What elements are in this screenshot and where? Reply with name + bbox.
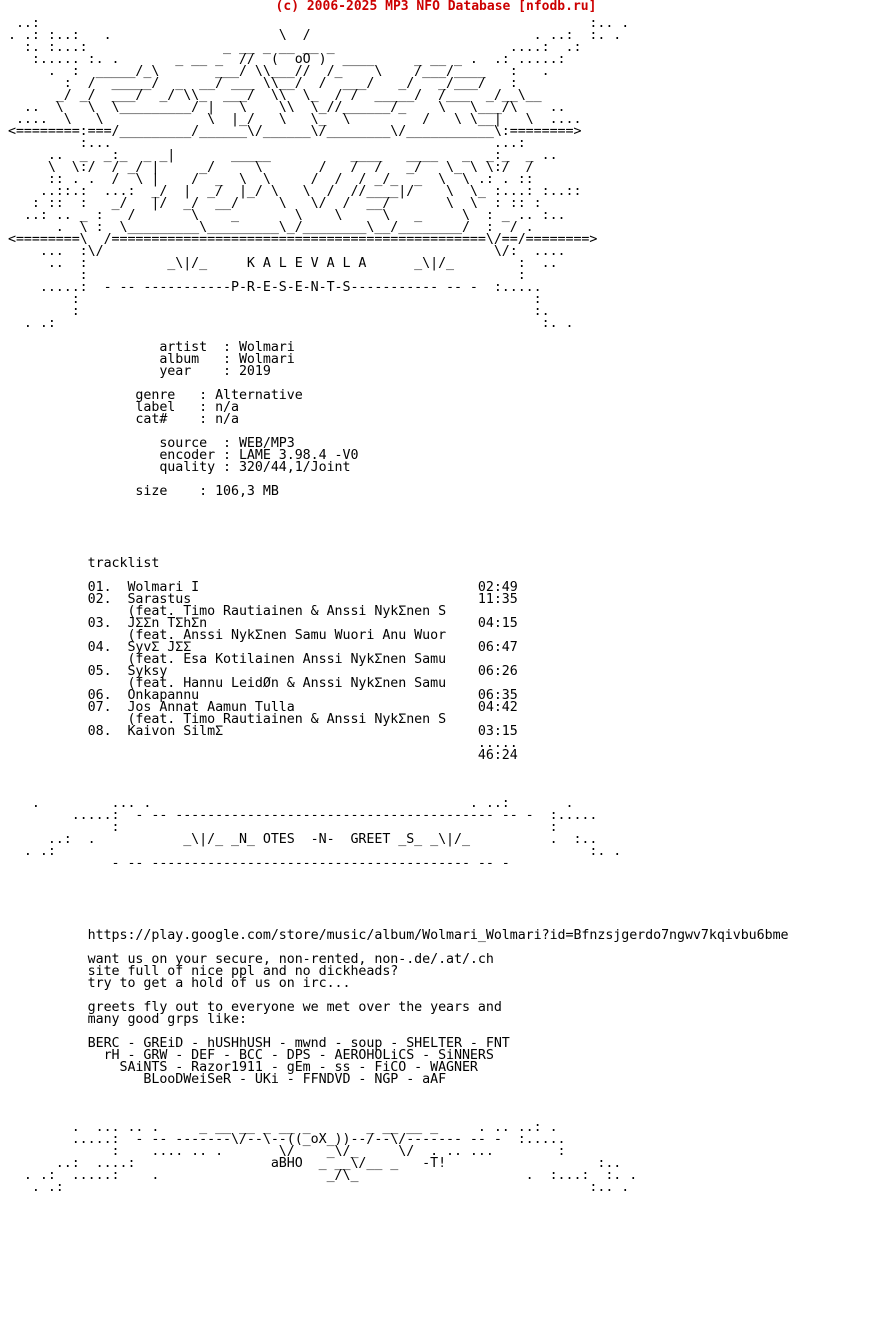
nfo-text: ..: :.. . . .: :..: . \ / . ..: :. . :. :...: _ __ _ __ __ _ ....: .: :..... :. . _ __ _ // ( oO ) ____ _ __ _ . .: .....: . : _____/_\ ___/ \\___// /_ \ /___/____ : . : / _____/ _ __/ ___ \\__/ / ___/ _/ _/___/ : _/ _/ ___/ _/ \\_ ___/ \\ \_ / / _____/ /___ _/__\__ .. \ \ \_________/ | \ \\ \_//______/_ \ \___/\ .. .... \ \ \ |_/ \ \_ \ / \ \__| \ .... <========:===/_________/______\/______\/________\/___________\:========> :... ...: .. _ _:_ _ _| _____ ____ ____ _ _:_ _ .. \ \:/ / _/ | _/ \ / / / _/ \_ \ \:/ / :: . . / \ | / _ \ \ / / / _/_ _ \ \ .: . :: ..::.: ...: _/ | _/ |_/ \ \ / //____|/ \ \_ :...: :..:: : :: : _/ |/ _/ __/ \ \/ / __/ \ \ : :: : ..: .. _ : / \ _ \ \ \ _ \ : _ .. :.. . \ : \_________\_________\_/________\__/________/ : / . <========\ /===============================================\/==/========> ... :\/ \/: .... .. : _\|/_ K A L E V A L A _\|/_ : .. : : .....: - -- -----------P-R-E-S-E-N-T-S----------- -- - :..... : : : :. . .: :. . artist : Wolmari album : Wolmari year : 2019 genre : Alternative label : n/a cat# : n/a source : WEB/MP3 encoder : LAME 3.98.4 -V0 quality : 320/44,1/Joint size : 106,3 MB tracklist 01. Wolmari I 02:49 02. Sarastus 11:35 (feat. Timo Rautiainen & Anssi NykΣnen S 03. JΣΣn TΣhΣn 04:15 (feat. Anssi NykΣnen Samu Wuori Anu Wuor 04. SyvΣ JΣΣ 06:47 (feat. Esa Kotilainen Anssi NykΣnen Samu 05. Syksy 06:26 (feat. Hannu LeidØn & Anssi NykΣnen Samu 06. Onkapannu 06:35 07. Jos Annat Aamun Tulla 04:42 (feat. Timo Rautiainen & Anssi NykΣnen S 08. Kaivon SilmΣ 03:15 ..... 46:24 . ... . . ..: . .....: - -- ---------------------------------------- -- - :..... : : ..: . _\|/_ _N_ OTES -N- GREET _S_ _\|/_ . :.. . .: :. . - -- ---------------------------------------- -- - https://play.google.com/store/music/album/Wolmari_Wolmari?id=Bfnzsjgerdo7ngwv7kqivbu6bme want us on your secure, non-rented, non-.de/.at/.ch site full of nice ppl and no dickheads? try to get a hold of us on irc... greets fly out to everyone we met over the years and many good grps like: BERC - GREiD - hUSHhUSH - mwnd - soup - SHELTER - FNT rH - GRW - DEF - BCC - DPS - AEROHOLiCS - SiNNERS SAiNTS - Razor1911 - gEm - ss - FiCO - WAGNER BLooDWeiSeR - UKi - FFNDVD - NGP - aAF . ... .. . _ __ __ _ __ _ _ __ __ _ . .. ..: . .....: - -- -------\/--\--((_oX_))--/--\/------- -- - :..... : .... .. . \/ _\/_ \/ . .. ... : ..: ....: aBHO _ __\/__ _ -T! :.. . .: .....: . _/\_ . :...: :. . . .: :.. . [8, 16, 789, 1195]
copyright-header: (c) 2006-2025 MP3 NFO Database [nfodb.ru] [275, 0, 597, 14]
